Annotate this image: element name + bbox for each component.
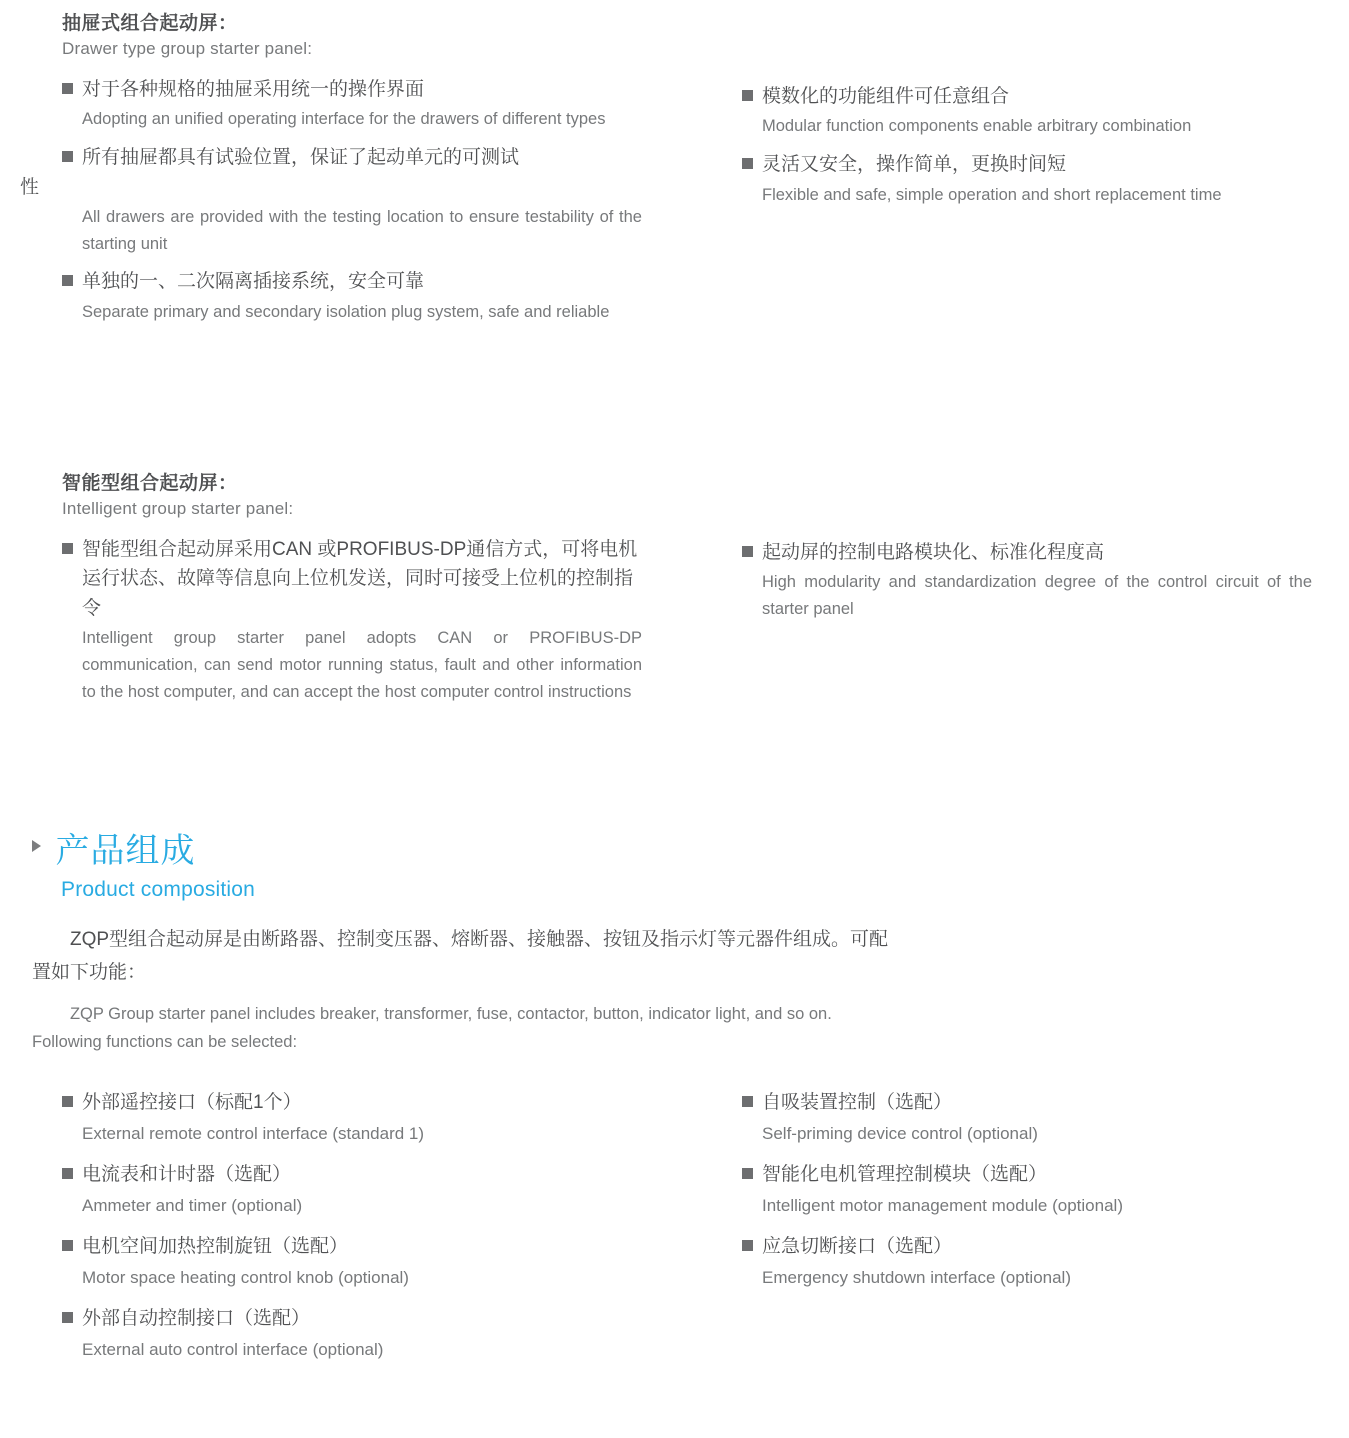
list-item-label-en: Motor space heating control knob (optional) bbox=[82, 1268, 409, 1288]
list-item bbox=[20, 143, 642, 257]
feature-list-right bbox=[742, 1088, 1322, 1304]
section-intelligent-type-right bbox=[742, 538, 1312, 623]
section-title-en: Intelligent group starter panel: bbox=[62, 499, 294, 518]
list-item-label-en: Separate primary and secondary isolation plug system, safe and reliable bbox=[82, 302, 610, 321]
square-bullet-icon bbox=[62, 151, 73, 162]
section-intelligent-type-left bbox=[62, 468, 642, 705]
list-item-label-cn: 所有抽屉都具有试验位置，保证了起动单元的可测试 bbox=[82, 147, 520, 169]
feature-list-left bbox=[62, 1088, 662, 1376]
product-composition-heading bbox=[32, 823, 732, 902]
list-item-label-cn: 模数化的功能组件可任意组合 bbox=[762, 86, 1010, 107]
paragraph-en: ZQP Group starter panel includes breaker, transformer, fuse, contactor, button, indicator light, and so on. Following functions can be selected: bbox=[32, 1004, 832, 1051]
list-item bbox=[62, 267, 642, 325]
list-item-label-en: High modularity and standardization degree of the control circuit of the starter panel bbox=[762, 573, 1312, 619]
page-title-en: Product composition bbox=[61, 878, 256, 901]
list-item-label-en: Intelligent group starter panel adopts CAN or PROFIBUS-DP communication, can send motor running status, fault and other information to the host computer, and can accept the host computer control instructions bbox=[82, 629, 642, 701]
section-drawer-type-right bbox=[742, 82, 1312, 208]
list-item-label-en: Self-priming device control (optional) bbox=[762, 1124, 1038, 1144]
list-item-label-cn: 电流表和计时器（选配） bbox=[82, 1163, 292, 1185]
list-item-label-en: Intelligent motor management module (optional) bbox=[762, 1196, 1123, 1216]
list-item bbox=[62, 75, 642, 133]
list-item bbox=[62, 1160, 662, 1220]
list-item bbox=[742, 150, 1312, 208]
square-bullet-icon bbox=[742, 1168, 753, 1179]
list-item-label-cn: 外部自动控制接口（选配） bbox=[82, 1307, 311, 1329]
list-item bbox=[742, 538, 1312, 623]
square-bullet-icon bbox=[62, 1168, 73, 1179]
list-item-label-cn: 智能型组合起动屏采用CAN 或PROFIBUS-DP通信方式，可将电机运行状态、故障等信息向上位机发送，同时可接受上位机的控制指令 bbox=[82, 539, 638, 619]
square-bullet-icon bbox=[742, 90, 753, 101]
list-item bbox=[742, 1232, 1322, 1292]
list-item bbox=[62, 1304, 662, 1364]
list-item-label-cn: 电机空间加热控制旋钮（选配） bbox=[82, 1235, 349, 1257]
list-item-label-en: External remote control interface (standard 1) bbox=[82, 1124, 425, 1144]
list-item-label-en: External auto control interface (optional) bbox=[82, 1340, 384, 1360]
square-bullet-icon bbox=[742, 158, 753, 169]
list-item bbox=[742, 82, 1312, 140]
section-drawer-type-left bbox=[20, 8, 642, 326]
list-item bbox=[62, 1088, 662, 1148]
list-item-label-en: All drawers are provided with the testing location to ensure testability of the starting unit bbox=[82, 208, 642, 253]
list-item bbox=[742, 1160, 1322, 1220]
list-item-label-cn: 自吸装置控制（选配） bbox=[762, 1092, 953, 1113]
list-item-label-cn: 应急切断接口（选配） bbox=[762, 1235, 953, 1257]
square-bullet-icon bbox=[62, 1240, 73, 1251]
square-bullet-icon bbox=[62, 83, 73, 94]
list-item-label-cn: 智能化电机管理控制模块（选配） bbox=[762, 1163, 1048, 1185]
list-item bbox=[742, 1088, 1322, 1148]
square-bullet-icon bbox=[742, 1240, 753, 1251]
list-item-label-en: Ammeter and timer (optional) bbox=[82, 1196, 303, 1216]
list-item-label-cn: 外部遥控接口（标配1个） bbox=[82, 1092, 302, 1113]
section-title-cn: 智能型组合起动屏： bbox=[62, 473, 238, 494]
list-item-label-cn: 起动屏的控制电路模块化、标准化程度高 bbox=[762, 542, 1105, 563]
square-bullet-icon bbox=[62, 543, 73, 554]
paragraph-cn: ZQP型组合起动屏是由断路器、控制变压器、熔断器、接触器、按钮及指示灯等元器件组成。可配置如下功能： bbox=[32, 929, 889, 984]
triangle-bullet-icon bbox=[32, 840, 41, 852]
list-item-label-en: Modular function components enable arbitrary combination bbox=[762, 117, 1192, 136]
section-title-cn: 抽屉式组合起动屏： bbox=[62, 13, 238, 34]
list-item bbox=[62, 535, 642, 705]
square-bullet-icon bbox=[742, 546, 753, 557]
square-bullet-icon bbox=[62, 275, 73, 286]
square-bullet-icon bbox=[742, 1096, 753, 1107]
list-item-label-en: Adopting an unified operating interface for the drawers of different types bbox=[82, 110, 606, 129]
square-bullet-icon bbox=[62, 1096, 73, 1107]
section-title-en: Drawer type group starter panel: bbox=[62, 39, 313, 58]
list-item-label-cn: 对于各种规格的抽屉采用统一的操作界面 bbox=[82, 79, 425, 100]
list-item-label-en: Flexible and safe, simple operation and short replacement time bbox=[762, 185, 1222, 204]
page-title-cn: 产品组成 bbox=[55, 832, 196, 870]
list-item-label-cn: 单独的一、二次隔离插接系统，安全可靠 bbox=[82, 271, 425, 293]
square-bullet-icon bbox=[62, 1312, 73, 1323]
list-item-label-cn: 灵活又安全，操作简单，更换时间短 bbox=[762, 154, 1067, 176]
list-item-label-en: Emergency shutdown interface (optional) bbox=[762, 1268, 1071, 1288]
list-item bbox=[62, 1232, 662, 1292]
product-composition-paragraph bbox=[32, 923, 892, 1056]
list-item-label-cn-wrap: 性 bbox=[20, 176, 40, 198]
